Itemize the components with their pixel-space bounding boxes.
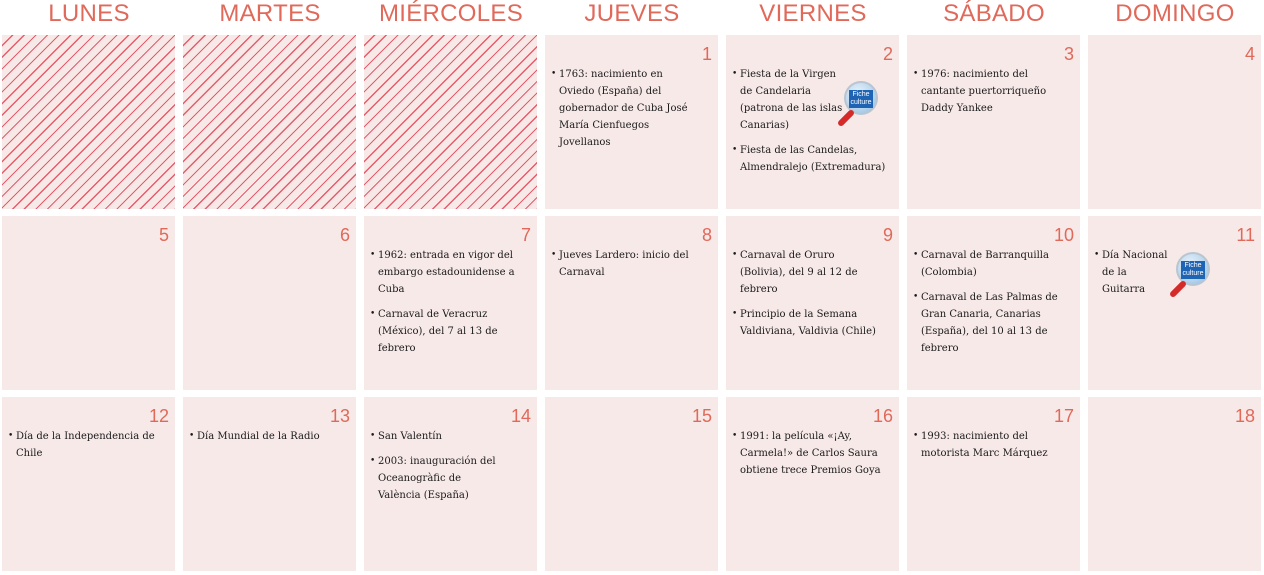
weekday-header xyxy=(0,0,1264,34)
day-cell-16 xyxy=(726,397,899,571)
day-number: 1 xyxy=(701,44,712,64)
day-cell-5 xyxy=(2,216,175,390)
event-item: • Carnaval de Barranquilla (Colombia) xyxy=(913,247,1063,281)
day-number: 18 xyxy=(1234,406,1255,426)
event-item: • Carnaval de Oruro (Bolivia), del 9 al 12 de febrero xyxy=(732,247,882,298)
day-number: 8 xyxy=(701,225,712,245)
event-item: • 1976: nacimiento del cantante puertorriqueño Daddy Yankee xyxy=(913,66,1063,117)
day-cell-2 xyxy=(726,35,899,209)
fiche-culture-label: Fiche culture xyxy=(1182,262,1204,277)
event-item: • Fiesta de las Candelas, Almendralejo (Extremadura) xyxy=(732,142,890,176)
fiche-culture-icon[interactable] xyxy=(838,81,884,133)
day-number: 10 xyxy=(1053,225,1074,245)
event-item: • 2003: inauguración del Oceanogràfic de València (España) xyxy=(370,453,506,504)
day-cell-8 xyxy=(545,216,718,390)
event-item: • Día de la Independencia de Chile xyxy=(8,428,158,462)
fiche-culture-icon[interactable] xyxy=(1170,252,1216,304)
day-cell-15 xyxy=(545,397,718,571)
magnifier-handle xyxy=(1169,280,1187,298)
weekday-viernes: VIERNES xyxy=(759,0,867,27)
day-number: 5 xyxy=(158,225,169,245)
day-cell-11 xyxy=(1088,216,1261,390)
day-cell-17 xyxy=(907,397,1080,571)
event-item: • Día Nacional de la Guitarra xyxy=(1094,247,1168,298)
day-cell-13 xyxy=(183,397,356,571)
event-list xyxy=(551,66,701,159)
day-cell-7 xyxy=(364,216,537,390)
empty-day-cell xyxy=(364,35,537,209)
weekday-sabado: SÁBADO xyxy=(943,0,1045,27)
event-item: • San Valentín xyxy=(370,428,506,445)
event-list xyxy=(551,247,701,289)
event-list xyxy=(189,428,339,453)
day-cell-3 xyxy=(907,35,1080,209)
day-number: 16 xyxy=(872,406,893,426)
weekday-jueves: JUEVES xyxy=(584,0,680,27)
event-list xyxy=(913,66,1063,125)
day-number: 17 xyxy=(1053,406,1074,426)
empty-day-cell xyxy=(2,35,175,209)
day-cell-9 xyxy=(726,216,899,390)
day-number: 14 xyxy=(510,406,531,426)
event-item: • Fiesta de la Virgen de Candelaria (patrona de las islas Canarias) xyxy=(732,66,850,134)
day-number: 15 xyxy=(691,406,712,426)
event-item: • 1763: nacimiento en Oviedo (España) del gobernador de Cuba José María Cienfuegos Jovellanos xyxy=(551,66,701,151)
day-cell-14 xyxy=(364,397,537,571)
day-cell-10 xyxy=(907,216,1080,390)
weekday-martes: MARTES xyxy=(219,0,321,27)
day-number: 4 xyxy=(1244,44,1255,64)
empty-day-cell xyxy=(183,35,356,209)
event-list xyxy=(732,247,882,348)
event-list xyxy=(1094,247,1168,306)
fiche-culture-label: Fiche culture xyxy=(850,91,872,106)
event-list xyxy=(913,247,1063,365)
day-cell-12 xyxy=(2,397,175,571)
day-number: 3 xyxy=(1063,44,1074,64)
day-number: 13 xyxy=(329,406,350,426)
event-list xyxy=(370,247,520,365)
day-number: 11 xyxy=(1236,225,1255,245)
event-item: • 1991: la película «¡Ay, Carmela!» de Carlos Saura obtiene trece Premios Goya xyxy=(732,428,882,479)
day-number: 9 xyxy=(882,225,893,245)
weekday-lunes: LUNES xyxy=(48,0,130,27)
event-list xyxy=(913,428,1063,470)
event-list xyxy=(370,428,506,512)
day-number: 7 xyxy=(520,225,531,245)
day-number: 2 xyxy=(882,44,893,64)
event-item: • 1962: entrada en vigor del embargo estadounidense a Cuba xyxy=(370,247,520,298)
day-cell-18 xyxy=(1088,397,1261,571)
day-number: 6 xyxy=(339,225,350,245)
weekday-domingo: DOMINGO xyxy=(1115,0,1235,27)
event-item: • 1993: nacimiento del motorista Marc Márquez xyxy=(913,428,1063,462)
day-cell-6 xyxy=(183,216,356,390)
event-item: • Jueves Lardero: inicio del Carnaval xyxy=(551,247,701,281)
event-item: • Día Mundial de la Radio xyxy=(189,428,339,445)
event-item: • Carnaval de Veracruz (México), del 7 al 13 de febrero xyxy=(370,306,520,357)
day-cell-4 xyxy=(1088,35,1261,209)
weekday-miercoles: MIÉRCOLES xyxy=(378,0,524,27)
day-cell-1 xyxy=(545,35,718,209)
event-item: • Principio de la Semana Valdiviana, Valdivia (Chile) xyxy=(732,306,882,340)
magnifier-handle xyxy=(837,109,855,127)
event-item: • Carnaval de Las Palmas de Gran Canaria, Canarias (España), del 10 al 13 de febrero xyxy=(913,289,1063,357)
event-list xyxy=(8,428,158,470)
day-number: 12 xyxy=(148,406,169,426)
event-list xyxy=(732,428,882,487)
